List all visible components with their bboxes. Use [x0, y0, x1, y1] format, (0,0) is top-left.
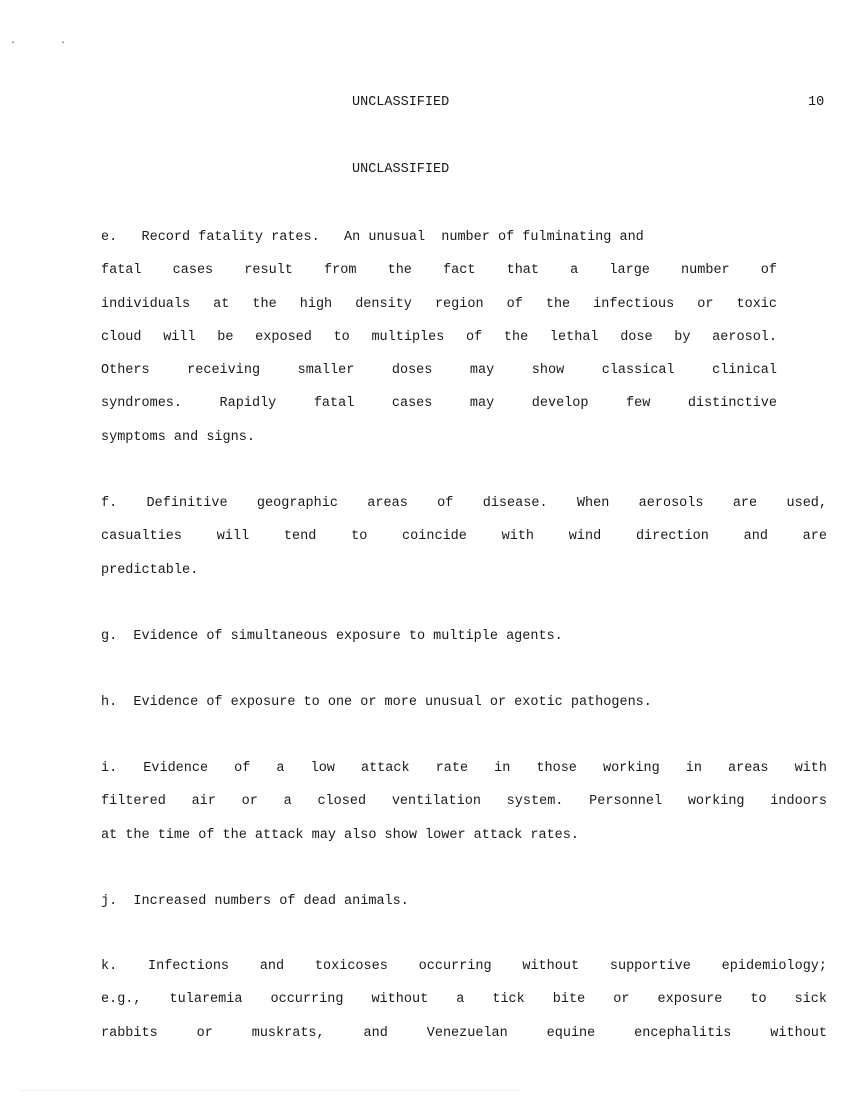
paragraph-line: at the time of the attack may also show lower attack rates. — [101, 827, 579, 843]
classification-subheader: UNCLASSIFIED — [352, 162, 450, 177]
paragraph-line: fatal cases result from the fact that a large number of — [101, 263, 777, 279]
paragraph-line: e.g., tularemia occurring without a tick bite or exposure to sick — [101, 992, 827, 1008]
paragraph-line: Others receiving smaller doses may show classical clinical — [101, 363, 777, 379]
paragraph-line: i. Evidence of a low attack rate in those working in areas with — [101, 761, 827, 776]
paragraph-k — [101, 950, 827, 1050]
paragraph-line: rabbits or muskrats, and Venezuelan equine encephalitis without — [101, 1025, 827, 1041]
paragraph-line: filtered air or a closed ventilation system. Personnel working indoors — [101, 794, 827, 810]
page-number: 10 — [808, 95, 825, 110]
paragraph-g — [101, 620, 827, 653]
scan-speck: . — [10, 36, 17, 47]
paragraph-e — [101, 221, 777, 454]
paragraph-line: g. Evidence of simultaneous exposure to multiple agents. — [101, 629, 563, 644]
paragraph-h — [101, 686, 827, 719]
paragraph-line: casualties will tend to coincide with wind direction and are — [101, 529, 827, 545]
paragraph-line: k. Infections and toxicoses occurring without supportive epidemiology; — [101, 959, 827, 974]
paragraph-line: h. Evidence of exposure to one or more unusual or exotic pathogens. — [101, 695, 652, 710]
paragraph-line: j. Increased numbers of dead animals. — [101, 894, 409, 909]
paragraph-i — [101, 752, 827, 852]
paragraph-f — [101, 487, 827, 587]
classification-header: UNCLASSIFIED — [352, 95, 450, 110]
paragraph-line: f. Definitive geographic areas of disease. When aerosols are used, — [101, 496, 827, 511]
paragraph-line: symptoms and signs. — [101, 429, 255, 445]
scan-speck: . — [60, 36, 67, 47]
paragraph-j — [101, 885, 827, 918]
paragraph-line: e. Record fatality rates. An unusual number of fulminating and — [101, 230, 644, 245]
paragraph-line: individuals at the high density region of the infectious or toxic — [101, 296, 777, 312]
paragraph-line: syndromes. Rapidly fatal cases may develop few distinctive — [101, 396, 777, 412]
paragraph-line: predictable. — [101, 562, 199, 578]
scan-artifact-line — [20, 1090, 520, 1091]
paragraph-line: cloud will be exposed to multiples of the lethal dose by aerosol. — [101, 329, 777, 345]
